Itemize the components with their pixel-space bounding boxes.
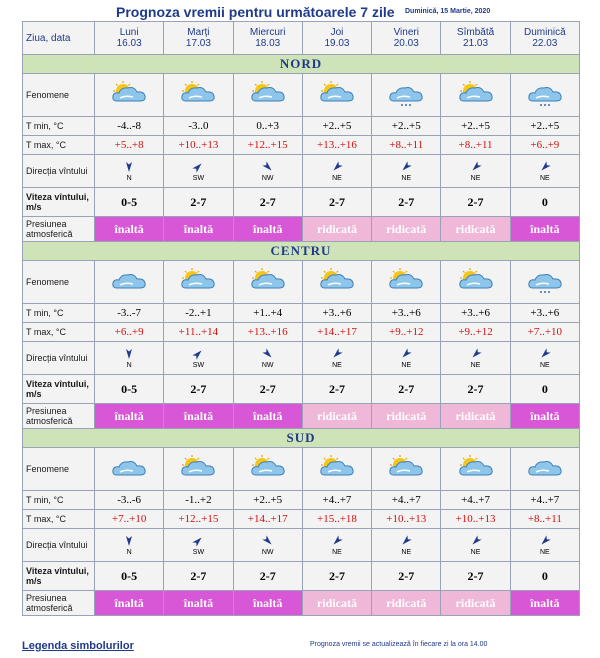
day-date: 20.03 <box>393 38 419 49</box>
pressure-row <box>23 217 580 242</box>
weather-icon-cell <box>302 74 371 117</box>
tmax-value: +5..+8 <box>95 136 164 155</box>
wind-arrow-icon <box>372 347 440 361</box>
wind-direction-cell <box>95 342 164 375</box>
wind-direction-value: SW <box>192 175 205 182</box>
pressure-row <box>23 404 580 429</box>
day-header-cell <box>441 22 510 55</box>
day-name: Duminică <box>524 27 566 38</box>
wind-direction-cell <box>441 155 510 188</box>
wind-direction-cell <box>164 342 233 375</box>
tmax-row <box>23 136 580 155</box>
wind-direction-value: SW <box>192 362 205 369</box>
partly-cloudy-icon <box>386 285 426 297</box>
pressure-value: ridicată <box>372 217 441 242</box>
pressure-value: înaltă <box>95 217 164 242</box>
wind-speed-value: 2-7 <box>302 188 371 217</box>
wind-direction-row <box>23 155 580 188</box>
pressure-value: ridicată <box>372 591 441 616</box>
partly-cloudy-icon <box>109 98 149 110</box>
pressure-value: înaltă <box>164 217 233 242</box>
region-name: CENTRU <box>23 242 580 261</box>
wind-direction-value: N <box>126 362 132 369</box>
wind-direction-value: N <box>126 175 132 182</box>
tmax-value: +12..+15 <box>233 136 302 155</box>
wind-speed-row <box>23 562 580 591</box>
tmax-value: +12..+15 <box>164 510 233 529</box>
partly-cloudy-icon <box>317 98 357 110</box>
weather-icon-cell <box>441 74 510 117</box>
tmax-row <box>23 510 580 529</box>
day-name: Marți <box>187 27 210 38</box>
pressure-value: înaltă <box>233 217 302 242</box>
wind-speed-value: 0-5 <box>95 562 164 591</box>
tmax-label: T max, °C <box>23 323 95 342</box>
tmin-value: +4..+7 <box>302 491 371 510</box>
wind-direction-cell <box>372 529 441 562</box>
tmax-value: +10..+13 <box>164 136 233 155</box>
wind-arrow-icon <box>234 347 302 361</box>
pressure-value: ridicată <box>441 591 510 616</box>
tmin-row <box>23 491 580 510</box>
legend-link[interactable]: Legenda simbolurilor <box>22 640 134 652</box>
tmin-label: T min, °C <box>23 491 95 510</box>
wind-direction-row <box>23 529 580 562</box>
wind-direction-cell <box>164 529 233 562</box>
region-name: NORD <box>23 55 580 74</box>
wind-speed-value: 2-7 <box>372 562 441 591</box>
tmin-label: T min, °C <box>23 304 95 323</box>
cloud-rain-icon <box>525 285 565 297</box>
day-header-row <box>23 22 580 55</box>
cloud-rain-icon <box>386 98 426 110</box>
weather-icon-cell <box>164 448 233 491</box>
day-date-label: Ziua, data <box>23 22 95 55</box>
phenomena-label: Fenomene <box>23 74 95 117</box>
partly-cloudy-icon <box>456 285 496 297</box>
wind-speed-value: 2-7 <box>233 375 302 404</box>
wind-speed-value: 2-7 <box>302 375 371 404</box>
wind-direction-cell <box>372 342 441 375</box>
wind-speed-label: Viteza vîntului, m/s <box>23 375 95 404</box>
tmin-value: +2..+5 <box>441 117 510 136</box>
wind-direction-cell <box>233 529 302 562</box>
wind-direction-cell <box>302 342 371 375</box>
weather-icon-cell <box>510 261 579 304</box>
wind-direction-cell <box>95 155 164 188</box>
wind-direction-cell <box>95 529 164 562</box>
wind-arrow-icon <box>95 347 163 361</box>
region-row <box>23 242 580 261</box>
wind-speed-label: Viteza vîntului, m/s <box>23 188 95 217</box>
wind-speed-value: 0-5 <box>95 375 164 404</box>
forecast-date: Duminică, 15 Martie, 2020 <box>405 8 491 15</box>
tmax-label: T max, °C <box>23 136 95 155</box>
wind-arrow-icon <box>164 347 232 361</box>
wind-speed-value: 2-7 <box>372 375 441 404</box>
cloud-rain-icon <box>525 98 565 110</box>
wind-arrow-icon <box>303 347 371 361</box>
wind-direction-row <box>23 342 580 375</box>
wind-direction-value: NE <box>470 175 481 182</box>
partly-cloudy-icon <box>178 285 218 297</box>
wind-arrow-icon <box>511 534 579 548</box>
wind-speed-value: 2-7 <box>302 562 371 591</box>
page-title: Prognoza vremii pentru următoarele 7 zile <box>116 4 395 20</box>
weather-icon-cell <box>164 261 233 304</box>
partly-cloudy-icon <box>386 472 426 484</box>
pressure-label: Presiunea atmosferică <box>23 591 95 616</box>
tmax-value: +9..+12 <box>441 323 510 342</box>
tmax-value: +11..+14 <box>164 323 233 342</box>
wind-direction-cell <box>302 155 371 188</box>
pressure-value: ridicată <box>372 404 441 429</box>
wind-arrow-icon <box>372 160 440 174</box>
region-name: SUD <box>23 429 580 448</box>
region-row <box>23 429 580 448</box>
wind-speed-value: 0 <box>510 375 579 404</box>
pressure-value: înaltă <box>95 591 164 616</box>
weather-icon-cell <box>164 74 233 117</box>
pressure-value: înaltă <box>510 591 579 616</box>
wind-arrow-icon <box>234 160 302 174</box>
wind-arrow-icon <box>511 160 579 174</box>
wind-direction-value: N <box>126 549 132 556</box>
day-header-cell <box>372 22 441 55</box>
wind-arrow-icon <box>95 160 163 174</box>
tmin-value: 0..+3 <box>233 117 302 136</box>
partly-cloudy-icon <box>456 472 496 484</box>
wind-direction-value: NE <box>332 175 342 182</box>
pressure-label: Presiunea atmosferică <box>23 404 95 429</box>
wind-direction-cell <box>164 155 233 188</box>
wind-direction-value: NE <box>401 362 412 369</box>
tmax-value: +8..+11 <box>372 136 441 155</box>
wind-arrow-icon <box>441 160 509 174</box>
wind-arrow-icon <box>95 534 163 548</box>
tmin-value: +2..+5 <box>510 117 579 136</box>
tmin-value: +4..+7 <box>441 491 510 510</box>
tmax-label: T max, °C <box>23 510 95 529</box>
wind-arrow-icon <box>234 534 302 548</box>
pressure-row <box>23 591 580 616</box>
pressure-value: înaltă <box>164 591 233 616</box>
weather-icon-cell <box>372 448 441 491</box>
day-header-cell <box>164 22 233 55</box>
wind-arrow-icon <box>164 534 232 548</box>
pressure-value: înaltă <box>233 404 302 429</box>
wind-arrow-icon <box>441 347 509 361</box>
day-header-cell <box>233 22 302 55</box>
wind-speed-row <box>23 188 580 217</box>
tmin-value: -1..+2 <box>164 491 233 510</box>
tmin-value: +3..+6 <box>441 304 510 323</box>
wind-direction-value: NE <box>470 549 481 556</box>
tmax-row <box>23 323 580 342</box>
tmin-value: +2..+5 <box>302 117 371 136</box>
wind-speed-value: 2-7 <box>372 188 441 217</box>
day-name: Joi <box>330 27 344 38</box>
partly-cloudy-icon <box>456 98 496 110</box>
tmin-value: -2..+1 <box>164 304 233 323</box>
partly-cloudy-icon <box>178 98 218 110</box>
day-name: Miercuri <box>249 27 286 38</box>
phenomena-row <box>23 261 580 304</box>
region-row <box>23 55 580 74</box>
tmin-value: -3..-7 <box>95 304 164 323</box>
pressure-value: ridicată <box>302 591 371 616</box>
wind-arrow-icon <box>303 160 371 174</box>
weather-icon-cell <box>441 448 510 491</box>
pressure-value: înaltă <box>95 404 164 429</box>
weather-icon-cell <box>302 261 371 304</box>
wind-direction-value: NW <box>261 175 274 182</box>
wind-speed-value: 2-7 <box>164 188 233 217</box>
wind-speed-value: 0 <box>510 188 579 217</box>
pressure-value: ridicată <box>441 217 510 242</box>
phenomena-label: Fenomene <box>23 261 95 304</box>
weather-icon-cell <box>372 74 441 117</box>
pressure-value: ridicată <box>441 404 510 429</box>
pressure-value: înaltă <box>164 404 233 429</box>
day-date: 18.03 <box>255 38 281 49</box>
wind-direction-cell <box>302 529 371 562</box>
weather-icon-cell <box>95 74 164 117</box>
weather-icon-cell <box>510 448 579 491</box>
forecast-table <box>22 21 580 616</box>
wind-direction-cell <box>510 155 579 188</box>
wind-direction-label: Direcția vîntului <box>23 155 95 188</box>
day-date: 22.03 <box>532 38 558 49</box>
tmin-label: T min, °C <box>23 117 95 136</box>
tmax-value: +10..+13 <box>372 510 441 529</box>
tmax-value: +10..+13 <box>441 510 510 529</box>
tmax-value: +13..+16 <box>233 323 302 342</box>
tmin-value: +2..+5 <box>372 117 441 136</box>
weather-icon-cell <box>233 74 302 117</box>
wind-direction-value: NE <box>470 362 481 369</box>
tmin-value: -3..-6 <box>95 491 164 510</box>
wind-speed-value: 0 <box>510 562 579 591</box>
phenomena-label: Fenomene <box>23 448 95 491</box>
wind-direction-label: Direcția vîntului <box>23 342 95 375</box>
partly-cloudy-icon <box>248 472 288 484</box>
weather-icon-cell <box>441 261 510 304</box>
tmin-value: +4..+7 <box>510 491 579 510</box>
weather-icon-cell <box>372 261 441 304</box>
wind-arrow-icon <box>372 534 440 548</box>
wind-direction-value: NE <box>401 549 412 556</box>
tmax-value: +8..+11 <box>510 510 579 529</box>
wind-arrow-icon <box>441 534 509 548</box>
partly-cloudy-icon <box>248 98 288 110</box>
pressure-value: înaltă <box>510 217 579 242</box>
wind-speed-value: 2-7 <box>441 375 510 404</box>
update-note: Prognoza vremii se actualizează în fiecare zi la ora 14.00 <box>310 641 488 648</box>
weather-icon-cell <box>302 448 371 491</box>
tmax-value: +13..+16 <box>302 136 371 155</box>
tmin-value: +3..+6 <box>372 304 441 323</box>
weather-icon-cell <box>233 261 302 304</box>
wind-direction-value: NW <box>261 362 274 369</box>
tmin-value: +4..+7 <box>372 491 441 510</box>
wind-speed-value: 2-7 <box>164 562 233 591</box>
wind-speed-value: 2-7 <box>164 375 233 404</box>
day-name: Vineri <box>393 27 419 38</box>
partly-cloudy-icon <box>317 472 357 484</box>
wind-arrow-icon <box>164 160 232 174</box>
tmax-value: +8..+11 <box>441 136 510 155</box>
wind-direction-label: Direcția vîntului <box>23 529 95 562</box>
wind-direction-cell <box>510 342 579 375</box>
day-date: 21.03 <box>463 38 489 49</box>
cloud-icon <box>525 472 565 484</box>
tmax-value: +14..+17 <box>233 510 302 529</box>
tmax-value: +6..+9 <box>95 323 164 342</box>
day-header-cell <box>510 22 579 55</box>
partly-cloudy-icon <box>248 285 288 297</box>
wind-direction-cell <box>233 342 302 375</box>
wind-direction-value: NE <box>332 362 342 369</box>
pressure-value: ridicată <box>302 217 371 242</box>
cloud-icon <box>109 472 149 484</box>
tmin-value: +3..+6 <box>302 304 371 323</box>
weather-icon-cell <box>95 261 164 304</box>
day-date: 16.03 <box>116 38 142 49</box>
wind-speed-row <box>23 375 580 404</box>
day-name: Luni <box>119 27 139 38</box>
tmax-value: +14..+17 <box>302 323 371 342</box>
wind-arrow-icon <box>303 534 371 548</box>
tmax-value: +15..+18 <box>302 510 371 529</box>
tmax-value: +7..+10 <box>510 323 579 342</box>
pressure-value: înaltă <box>510 404 579 429</box>
wind-direction-cell <box>441 342 510 375</box>
cloud-icon <box>109 285 149 297</box>
tmax-value: +6..+9 <box>510 136 579 155</box>
wind-speed-value: 2-7 <box>233 562 302 591</box>
wind-direction-value: NE <box>539 362 550 369</box>
tmax-value: +7..+10 <box>95 510 164 529</box>
wind-direction-value: SW <box>192 549 205 556</box>
day-name: Sîmbătă <box>456 27 495 38</box>
wind-speed-value: 2-7 <box>441 562 510 591</box>
wind-speed-label: Viteza vîntului, m/s <box>23 562 95 591</box>
tmax-value: +9..+12 <box>372 323 441 342</box>
day-header-cell <box>95 22 164 55</box>
day-header-cell <box>302 22 371 55</box>
wind-speed-value: 2-7 <box>233 188 302 217</box>
wind-direction-value: NE <box>539 549 550 556</box>
partly-cloudy-icon <box>317 285 357 297</box>
tmin-row <box>23 117 580 136</box>
wind-speed-value: 2-7 <box>441 188 510 217</box>
day-date: 19.03 <box>324 38 350 49</box>
phenomena-row <box>23 74 580 117</box>
pressure-label: Presiunea atmosferică <box>23 217 95 242</box>
phenomena-row <box>23 448 580 491</box>
tmin-value: +3..+6 <box>510 304 579 323</box>
day-date: 17.03 <box>185 38 211 49</box>
tmin-row <box>23 304 580 323</box>
wind-direction-cell <box>233 155 302 188</box>
wind-direction-cell <box>441 529 510 562</box>
tmin-value: -3..0 <box>164 117 233 136</box>
wind-direction-value: NE <box>332 549 342 556</box>
wind-direction-cell <box>510 529 579 562</box>
wind-direction-cell <box>372 155 441 188</box>
weather-icon-cell <box>95 448 164 491</box>
wind-direction-value: NE <box>401 175 412 182</box>
wind-direction-value: NE <box>539 175 550 182</box>
tmin-value: +2..+5 <box>233 491 302 510</box>
wind-speed-value: 0-5 <box>95 188 164 217</box>
weather-icon-cell <box>233 448 302 491</box>
wind-direction-value: NW <box>261 549 274 556</box>
tmin-value: -4..-8 <box>95 117 164 136</box>
tmin-value: +1..+4 <box>233 304 302 323</box>
wind-arrow-icon <box>511 347 579 361</box>
pressure-value: ridicată <box>302 404 371 429</box>
pressure-value: înaltă <box>233 591 302 616</box>
partly-cloudy-icon <box>178 472 218 484</box>
weather-icon-cell <box>510 74 579 117</box>
